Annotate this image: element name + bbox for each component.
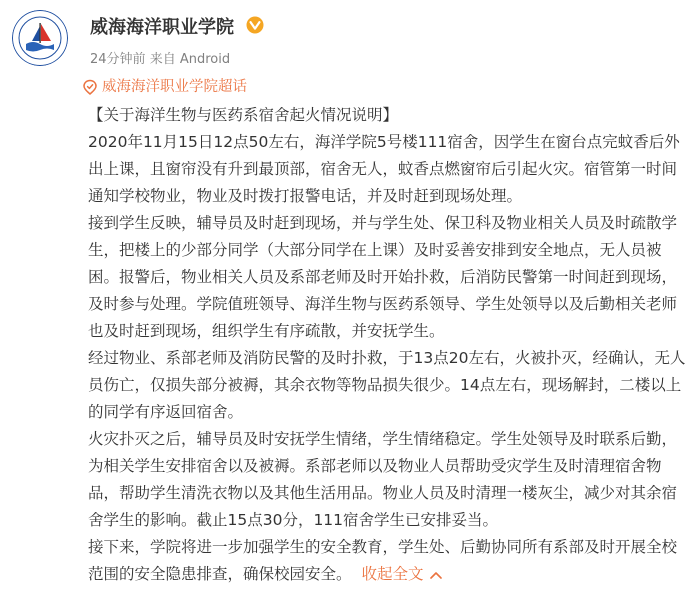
post-time[interactable]: 24分钟前: [90, 52, 146, 67]
supertopic-label: 威海海洋职业学院超话: [102, 79, 247, 95]
school-logo-avatar: [12, 10, 68, 66]
post-content: [88, 102, 688, 588]
avatar[interactable]: [12, 10, 68, 66]
post-paragraph: 接到学生反映，辅导员及时赶到现场，并与学生处、保卫科及物业相关人员及时疏散学生，把楼上的少部分同学（大部分同学在上课）及时妥善安排到安全地点，无人员被困。报警后，物业相关人员及系部老师及时开始扑救，后消防民警第一时间赶到现场，及时参与处理。学院值班领导、海洋生物与医药系领导、学生处领导以及后勤相关老师也及时赶到现场，组织学生有序疏散，并安抚学生。: [88, 214, 678, 340]
post-header: [12, 10, 692, 70]
post-paragraph-last: [88, 534, 688, 588]
post-paragraph: 经过物业、系部老师及消防民警的及时扑救，于13点20左右，火被扑灭，经确认，无人员伤亡，仅损失部分被褥，其余衣物等物品损失很少。14点左右，现场解封，二楼以上的同学有序返回宿舍。: [88, 349, 686, 421]
author-name[interactable]: 威海海洋职业学院: [90, 17, 234, 38]
post-paragraph: 【关于海洋生物与医药系宿舍起火情况说明】: [88, 106, 399, 124]
collapse-button[interactable]: [362, 565, 442, 583]
supertopic-icon: [82, 79, 98, 100]
author-name-row: [90, 16, 264, 40]
supertopic-link[interactable]: [102, 78, 247, 96]
post-paragraph: 2020年11月15日12点50左右，海洋学院5号楼111宿舍，因学生在窗台点完蚊香后外出上课，且窗帘没有升到最顶部，宿舍无人，蚊香点燃窗帘后引起火灾。宿管第一时间通知学校物业，物业及时拨打报警电话，并及时赶到现场处理。: [88, 133, 680, 205]
post-source: 来自 Android: [149, 52, 231, 67]
verified-badge-icon: [246, 16, 264, 40]
collapse-label: 收起全文: [361, 565, 424, 583]
chevron-up-icon: [430, 561, 442, 588]
post-paragraph-text: 接下来，学院将进一步加强学生的安全教育，学生处、后勤协同所有系部及时开展全校范围的安全隐患排查，确保校园安全。: [88, 538, 678, 583]
post-meta: [90, 52, 230, 68]
post-paragraph: 火灾扑灭之后，辅导员及时安抚学生情绪，学生情绪稳定。学生处领导及时联系后勤，为相关学生安排宿舍以及被褥。系部老师以及物业人员帮助受灾学生及时清理宿舍物品，帮助学生清洗衣物以及其他生活用品。物业人员及时清理一楼灰尘，减少对其余宿舍学生的影响。截止15点30分，111宿舍学生已安排妥当。: [88, 430, 678, 529]
